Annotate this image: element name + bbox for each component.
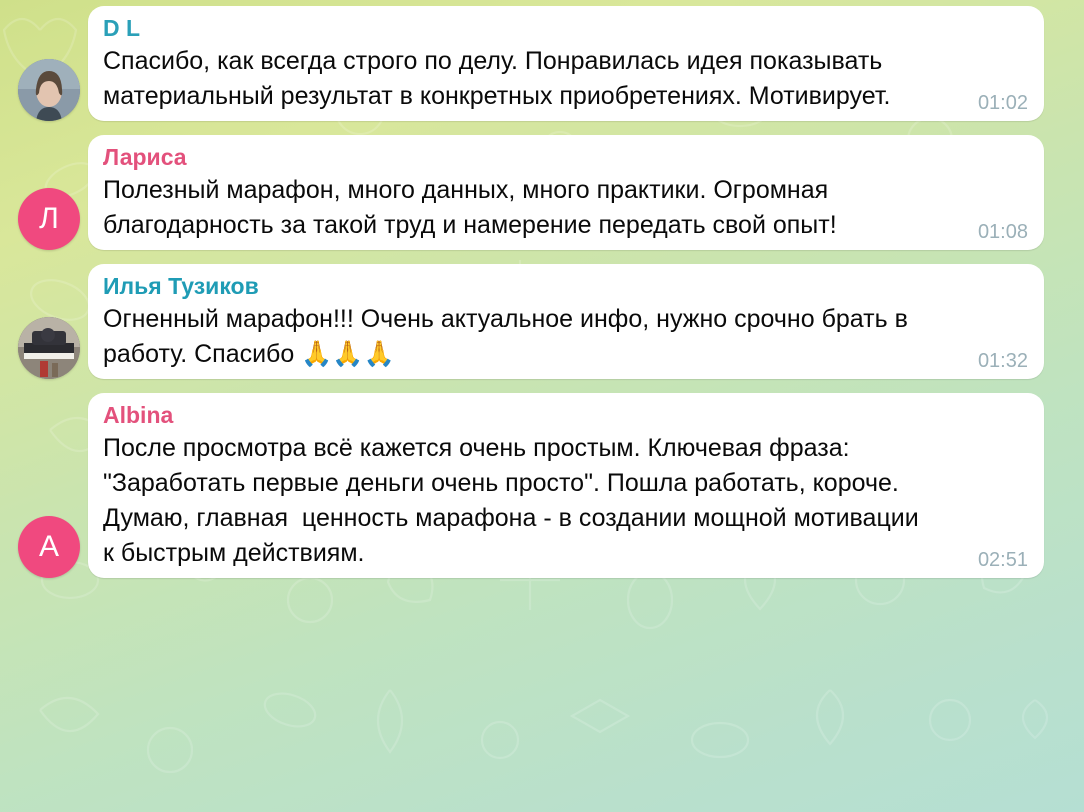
message-sender: Илья Тузиков bbox=[103, 273, 259, 299]
message-item[interactable] bbox=[18, 6, 1044, 121]
message-item[interactable] bbox=[18, 264, 1044, 379]
message-bubble[interactable] bbox=[88, 393, 1044, 578]
message-text: Полезный марафон, много данных, много практики. Огромная благодарность за такой труд и намерение передать свой опыт! bbox=[103, 176, 837, 239]
message-item[interactable] bbox=[18, 393, 1044, 578]
message-time: 01:02 bbox=[977, 92, 1028, 114]
message-text: После просмотра всё кажется очень простым. Ключевая фраза: "Заработать первые деньги очень просто". Пошла работать, короче. Думаю, главная ценность марафона - в создании мощной мотивации к быстрым действиям. bbox=[103, 434, 926, 567]
message-sender: Лариса bbox=[103, 144, 187, 170]
message-sender: D L bbox=[103, 15, 141, 41]
avatar[interactable] bbox=[18, 188, 80, 250]
avatar-initial: A bbox=[38, 530, 59, 563]
avatar[interactable] bbox=[18, 59, 80, 121]
message-text: Спасибо, как всегда строго по делу. Понравилась идея показывать материальный результат в конкретных приобретениях. Мотивирует. bbox=[103, 47, 891, 110]
message-sender: Albina bbox=[103, 402, 174, 428]
avatar[interactable] bbox=[18, 516, 80, 578]
message-time: 01:08 bbox=[977, 221, 1028, 243]
avatar-initial: Л bbox=[39, 202, 59, 235]
avatar[interactable] bbox=[18, 317, 80, 379]
message-item[interactable] bbox=[18, 135, 1044, 250]
message-time: 01:32 bbox=[977, 350, 1028, 372]
message-time: 02:51 bbox=[977, 549, 1028, 571]
message-bubble[interactable] bbox=[88, 6, 1044, 121]
message-text: Огненный марафон!!! Очень актуальное инфо, нужно срочно брать в работу. Спасибо 🙏🙏🙏 bbox=[103, 305, 915, 368]
message-bubble[interactable] bbox=[88, 264, 1044, 379]
message-bubble[interactable] bbox=[88, 135, 1044, 250]
